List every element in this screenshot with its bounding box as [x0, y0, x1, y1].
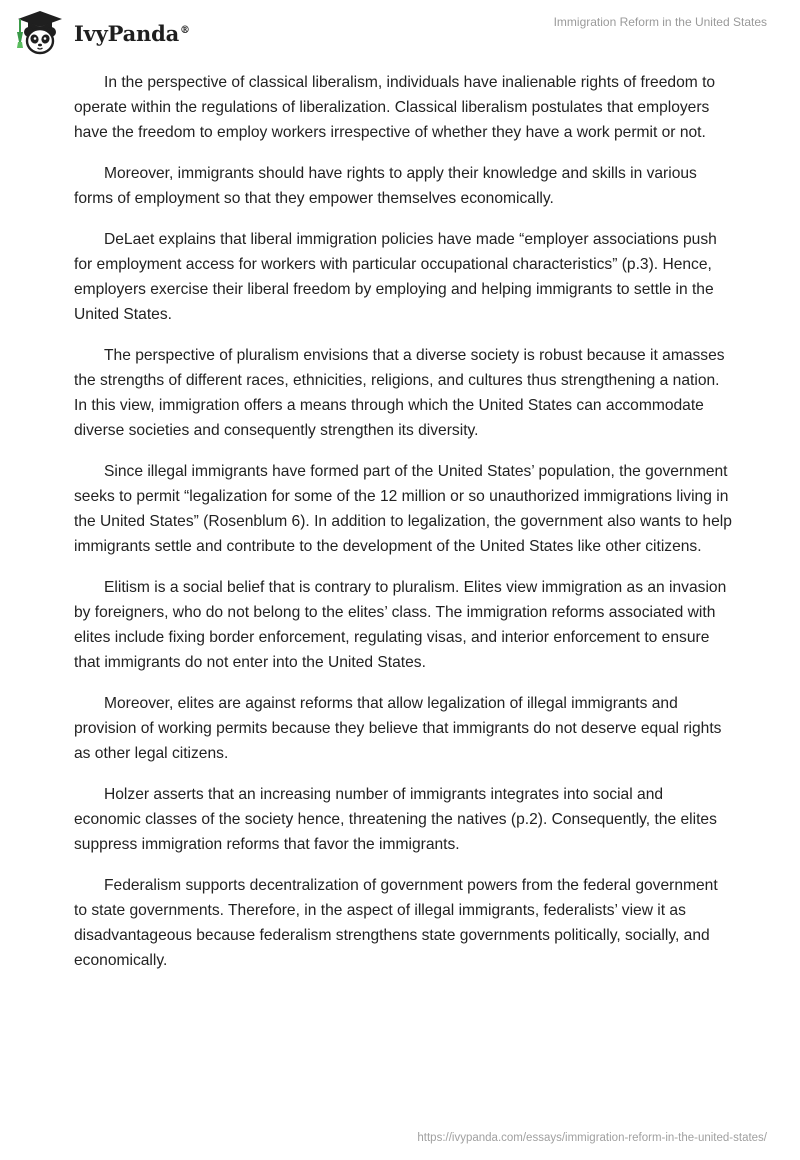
panda-graduate-icon: [12, 8, 68, 56]
paragraph: The perspective of pluralism envisions that a diverse society is robust because it amasses the strengths of different races, ethnicities, religions, and cultures thus strengthening a nation. In this view, immigration offers a means through which the United States can accommodate diverse societies and consequently strengthen its diversity.: [74, 347, 725, 439]
registered-mark: ®: [180, 24, 190, 36]
source-url[interactable]: https://ivypanda.com/essays/immigration-reform-in-the-united-states/: [417, 1132, 767, 1144]
page-header: [0, 0, 800, 64]
paragraph: Moreover, immigrants should have rights to apply their knowledge and skills in various forms of employment so that they empower themselves economically.: [74, 165, 697, 207]
essay-body: [74, 70, 734, 989]
paragraph: DeLaet explains that liberal immigration policies have made “employer associations push for employment access for workers with particular occupational characteristics” (p.3). Hence, employers exercise their liberal freedom by employing and helping immigrants to settle in the United States.: [74, 231, 717, 323]
paragraph: Holzer asserts that an increasing number of immigrants integrates into social and economic classes of the society hence, threatening the natives (p.2). Consequently, the elites suppress immigration reforms that favor the immigrants.: [74, 786, 717, 853]
document-title: Immigration Reform in the United States: [553, 15, 767, 29]
paragraph: Moreover, elites are against reforms that allow legalization of illegal immigrants and provision of working permits because they believe that immigrants do not deserve equal rights as other legal citizens.: [74, 695, 722, 762]
paragraph: In the perspective of classical liberalism, individuals have inalienable rights of freedom to operate within the regulations of liberalization. Classical liberalism postulates that employers have the freedom to employ workers irrespective of whether they have a work permit or not.: [74, 74, 716, 141]
ivypanda-logo[interactable]: [12, 8, 190, 56]
paragraph: Since illegal immigrants have formed part of the United States’ population, the government seeks to permit “legalization for some of the 12 million or so unauthorized immigrations living in the United States” (Rosenblum 6). In addition to legalization, the government also wants to help immigrants settle and contribute to the development of the United States like other citizens.: [74, 463, 732, 555]
paragraph: Elitism is a social belief that is contrary to pluralism. Elites view immigration as an invasion by foreigners, who do not belong to the elites’ class. The immigration reforms associated with elites include fixing border enforcement, regulating visas, and interior enforcement to ensure that immigrants do not enter into the United States.: [74, 579, 727, 671]
paragraph: Federalism supports decentralization of government powers from the federal government to state governments. Therefore, in the aspect of illegal immigrants, federalists’ view it as disadvantageous because federalism strengthens state governments politically, socially, and economically.: [74, 877, 718, 969]
brand-name: IvyPanda®: [74, 20, 190, 46]
